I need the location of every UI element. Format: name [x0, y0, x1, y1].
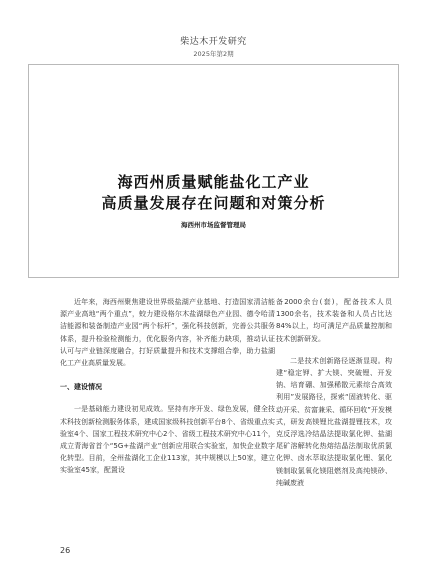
- journal-issue: 2025年第2期: [193, 50, 234, 58]
- intro-paragraph: 近年来，海西州聚焦建设世界级盐湖产业基地、打造国家清洁能源产业高地“两个重点”，蛟力建设格尔木盐湖绿色产业园、德令哈清洁能源和装备制造产业园“两个标杆”，强化科技创新，完善公共服务体系，提升检验检测能力，优化服务内容，补齐能力缺项，推动认证认可与产业链深度融合，打好质量提升和技术支撑组合拳，助力盐湖化工产业高质量发展。: [60, 298, 275, 368]
- article-title-block: [0, 172, 427, 229]
- article-author: 海西州市场监督管理局: [181, 221, 246, 229]
- body-paragraph-2: 二是技术创新路径逐渐显现。构建“稳定钾、扩大镁、突破锂、开发钠、培育硼、加强稀散元素综合高效利用”发展路径，探索“固液转化、驱动开采、贫富兼采、循环回收”开发模式，研发高镁锂比盐湖提锂技术，攻克反浮选冷结晶法提取氯化钾、盐湖尾矿溶解转化热熔结晶法制取优质氯化钾、卤水萃取法提取氯化锂、氯化镁制取氯氧化镁阻燃剂及高纯镁砂、纯碱废液: [276, 356, 392, 487]
- journal-name: 柴达木开发研究: [180, 37, 247, 47]
- section-heading: 一、建设情况: [60, 383, 102, 392]
- continued-paragraph: 备2000余台(套)，配备技术人员1300余名，技术装备和人员占比达84%以上，均可满足产品质量控制和技术创新研发。: [276, 298, 392, 343]
- body-paragraph: 一是基础能力建设初见成效。坚持有序开发、绿色发展，健全技术科技创新检测服务体系，建成国家级科技创新平台8个、省级重点实验室4个、国家工程技术研究中心2个、省级工程技术研究中心11个，成立青海省首个“5G+盐湖产业”创新应用联合实验室，加快企业数字化转型。目前，全州盐湖化工企业113家，其中规模以上50家，建立实验室45家，配置设: [60, 405, 275, 475]
- paragraph-gap: [276, 345, 392, 355]
- journal-header: [0, 34, 427, 58]
- article-title-line-2: 高质量发展存在问题和对策分析: [101, 194, 326, 212]
- page-number: 26: [60, 546, 71, 555]
- right-column: [276, 296, 392, 489]
- left-column: [60, 296, 275, 477]
- title-frame: [28, 64, 399, 278]
- article-title-line-1: 海西州质量赋能盐化工产业: [117, 173, 310, 191]
